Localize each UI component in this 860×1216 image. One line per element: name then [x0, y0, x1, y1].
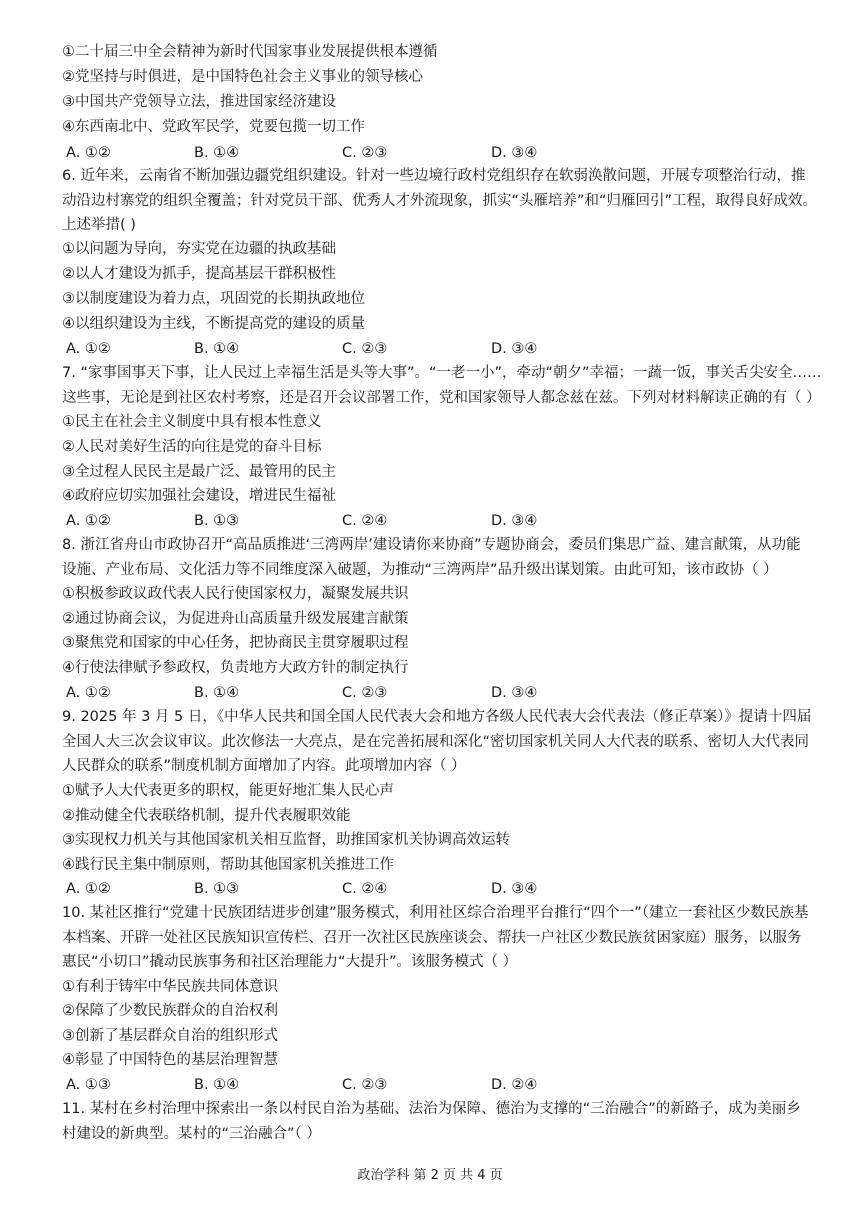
q5-choice-a[interactable]: A. ①②	[66, 145, 111, 161]
q11-stem-line-2: 村建设的新典型。某村的“三治融合”（ ）	[62, 1126, 321, 1142]
q8-option-4: ④行使法律赋予参政权，负责地方大政方针的制定执行	[62, 660, 409, 676]
q8-choice-a[interactable]: A. ①②	[66, 685, 111, 701]
q9-option-3: ③实现权力机关与其他国家机关相互监督，助推国家机关协调高效运转	[62, 832, 510, 848]
q6-choice-a[interactable]: A. ①②	[66, 341, 111, 357]
q10-choice-d[interactable]: D. ②④	[491, 1077, 538, 1093]
q9-option-4: ④践行民主集中制原则，帮助其他国家机关推进工作	[62, 857, 394, 873]
q5-option-3: ③中国共产党领导立法，推进国家经济建设	[62, 94, 336, 110]
q10-option-1: ①有利于铸牢中华民族共同体意识	[62, 979, 278, 995]
q8-choice-c[interactable]: C. ②③	[342, 685, 388, 701]
q5-choice-b[interactable]: B. ①④	[194, 145, 240, 161]
q6-stem-line-1: 6. 近年来，云南省不断加强边疆党组织建设。针对一些边境行政村党组织存在软弱涣散问题，开展专项整治行动，推	[62, 168, 806, 184]
q6-choice-d[interactable]: D. ③④	[491, 341, 538, 357]
q8-option-3: ③聚焦党和国家的中心任务，把协商民主贯穿履职过程	[62, 635, 409, 651]
q5-option-2: ②党坚持与时俱进，是中国特色社会主义事业的领导核心	[62, 69, 423, 85]
q9-choice-b[interactable]: B. ①③	[194, 881, 240, 897]
q7-choice-d[interactable]: D. ③④	[491, 513, 538, 529]
q6-choice-c[interactable]: C. ②③	[342, 341, 388, 357]
q10-option-4: ④彰显了中国特色的基层治理智慧	[62, 1052, 278, 1068]
q7-stem-line-1: 7. “家事国事天下事，让人民过上幸福生活是头等大事”。“一老一小”，牵动“朝夕”幸福；一蔬一饭，事关舌尖安全……	[62, 365, 822, 381]
q8-option-1: ①积极参政议政代表人民行使国家权力，凝聚发展共识	[62, 586, 409, 602]
q10-choice-c[interactable]: C. ②③	[342, 1077, 388, 1093]
q9-stem-line-3: 人民群众的联系”制度机制方面增加了内容。此项增加内容（ ）	[62, 758, 466, 774]
q9-choices	[62, 879, 762, 901]
q9-option-2: ②推动健全代表联络机制，提升代表履职效能	[62, 808, 351, 824]
q6-option-2: ②以人才建设为抓手，提高基层干群积极性	[62, 266, 336, 282]
q6-option-1: ①以问题为导向，夯实党在边疆的执政基础	[62, 241, 336, 257]
q10-option-3: ③创新了基层群众自治的组织形式	[62, 1028, 278, 1044]
q7-option-4: ④政府应切实加强社会建设，增进民生福祉	[62, 488, 336, 504]
q7-choices	[62, 511, 762, 533]
q7-stem-line-2: 这些事，无论是到社区农村考察，还是召开会议部署工作，党和国家领导人都念兹在兹。下列对材料解读正确的有（ ）	[62, 390, 821, 406]
q10-stem-line-2: 本档案、开辟一处社区民族知识宣传栏、召开一次社区民族座谈会、帮扶一户社区少数民族贫困家庭）服务，以服务	[62, 930, 802, 946]
q9-option-1: ①赋予人大代表更多的职权，能更好地汇集人民心声	[62, 783, 394, 799]
q8-stem-line-1: 8. 浙江省舟山市政协召开“高品质推进‘三湾两岸’建设请你来协商”专题协商会，委员们集思广益、建言献策，从功能	[62, 537, 801, 553]
q9-choice-a[interactable]: A. ①②	[66, 881, 111, 897]
q9-stem-line-2: 全国人大三次会议审议。此次修法一大亮点，是在完善拓展和深化“密切国家机关同人大代表的联系、密切人大代表同	[62, 734, 810, 750]
q8-choice-d[interactable]: D. ③④	[491, 685, 538, 701]
q5-choices	[62, 143, 762, 165]
q8-choices	[62, 683, 762, 705]
q10-stem-line-3: 惠民“小切口”撬动民族事务和社区治理能力“大提升”。该服务模式（ ）	[62, 954, 518, 970]
q9-stem-line-1: 9. 2025 年 3 月 5 日，《中华人民共和国全国人民代表大会和地方各级人民代表大会代表法（修正草案）》提请十四届	[62, 709, 812, 725]
q10-choice-b[interactable]: B. ①④	[194, 1077, 240, 1093]
q7-option-1: ①民主在社会主义制度中具有根本性意义	[62, 414, 322, 430]
q5-option-4: ④东西南北中、党政军民学，党要包揽一切工作	[62, 119, 365, 135]
q10-stem-line-1: 10. 某社区推行“党建十民族团结进步创建”服务模式，利用社区综合治理平台推行“四个一”（建立一套社区少数民族基	[62, 905, 809, 921]
q6-choices	[62, 339, 762, 361]
q10-option-2: ②保障了少数民族群众的自治权利	[62, 1003, 278, 1019]
q8-stem-line-2: 设施、产业布局、文化活力等不同维度深入破题，为推动“三湾两岸”品升级出谋划策。由此可知，该市政协（ ）	[62, 562, 778, 578]
q9-choice-c[interactable]: C. ②④	[342, 881, 388, 897]
q11-stem-line-1: 11. 某村在乡村治理中探索出一条以村民自治为基础、法治为保障、德治为支撑的“三治融合”的新路子，成为美丽乡	[62, 1101, 801, 1117]
q7-choice-c[interactable]: C. ②④	[342, 513, 388, 529]
q6-choice-b[interactable]: B. ①④	[194, 341, 240, 357]
q6-stem-line-3: 上述举措( )	[62, 217, 136, 233]
q10-choice-a[interactable]: A. ①③	[66, 1077, 111, 1093]
q10-choices	[62, 1075, 762, 1097]
q9-choice-d[interactable]: D. ③④	[491, 881, 538, 897]
page-footer: 政治学科 第 2 页 共 4 页	[357, 1168, 503, 1183]
q5-choice-c[interactable]: C. ②③	[342, 145, 388, 161]
q8-option-2: ②通过协商会议，为促进舟山高质量升级发展建言献策	[62, 611, 409, 627]
q7-option-3: ③全过程人民民主是最广泛、最管用的民主	[62, 464, 336, 480]
q5-choice-d[interactable]: D. ③④	[491, 145, 538, 161]
q5-option-1: ①二十届三中全会精神为新时代国家事业发展提供根本遵循	[62, 44, 438, 60]
q6-option-3: ③以制度建设为着力点，巩固党的长期执政地位	[62, 291, 365, 307]
q8-choice-b[interactable]: B. ①④	[194, 685, 240, 701]
q6-option-4: ④以组织建设为主线，不断提高党的建设的质量	[62, 316, 365, 332]
q7-choice-b[interactable]: B. ①③	[194, 513, 240, 529]
q6-stem-line-2: 动沿边村寨党的组织全覆盖；针对党员干部、优秀人才外流现象，抓实“头雁培养”和“归雁回引”工程，取得良好成效。	[62, 193, 818, 209]
q7-option-2: ②人民对美好生活的向往是党的奋斗目标	[62, 439, 322, 455]
q7-choice-a[interactable]: A. ①②	[66, 513, 111, 529]
